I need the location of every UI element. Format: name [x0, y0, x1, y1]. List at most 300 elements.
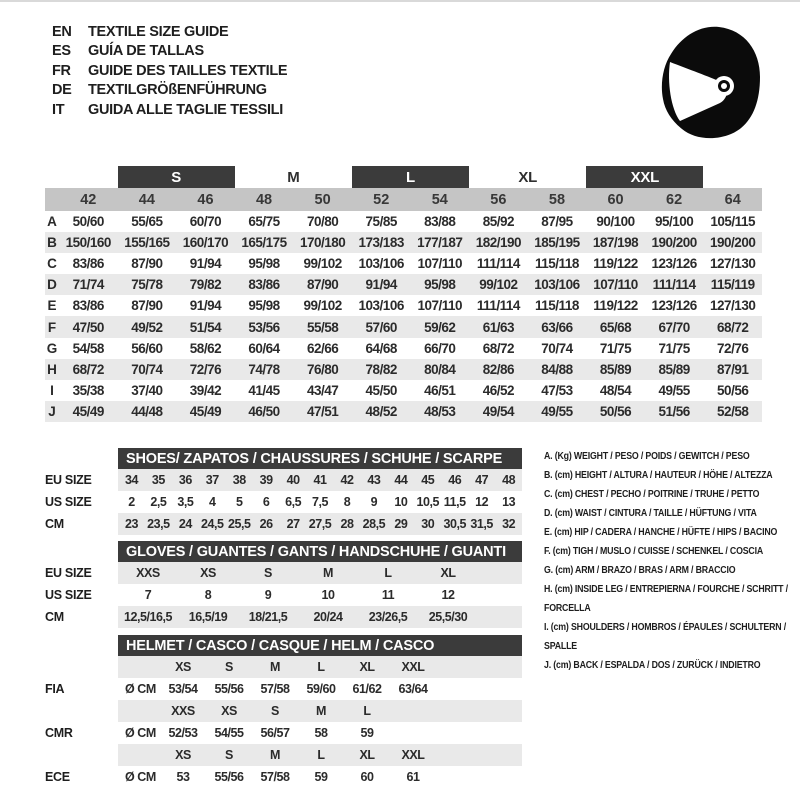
measure-row-h [45, 359, 762, 380]
size-value: 70/74 [131, 361, 163, 377]
unit-cell: Ø CM [125, 682, 156, 696]
unit-cell [118, 656, 160, 678]
cell: XXS [136, 566, 160, 580]
measure-label-g: G [46, 340, 58, 356]
size-value: 187/198 [592, 235, 639, 251]
language-title: GUIDE DES TAILLES TEXTILE [88, 62, 288, 79]
size-value: 87/90 [131, 256, 163, 272]
size-value: 103/106 [358, 256, 404, 272]
size-value: 60/70 [189, 214, 222, 230]
size-value: 82/86 [482, 361, 515, 377]
size-column-62: 62 [666, 191, 683, 208]
measure-label-b: B [47, 235, 57, 251]
row-label: US SIZE [45, 588, 92, 602]
cell: 2 [128, 495, 135, 509]
size-value: 78/82 [365, 361, 397, 377]
size-value: 67/70 [658, 319, 690, 335]
cell: XS [200, 566, 216, 580]
cell: S [271, 704, 279, 718]
cell: XS [175, 748, 191, 762]
cell: M [323, 566, 333, 580]
size-value: 83/86 [72, 298, 104, 314]
measure-row-e [45, 295, 762, 316]
cell: XS [221, 704, 237, 718]
size-column-50: 50 [314, 191, 331, 208]
row-label: EU SIZE [45, 473, 92, 487]
table-row [45, 606, 525, 628]
helmet-rows [45, 656, 525, 788]
language-title: TEXTILE SIZE GUIDE [88, 23, 229, 40]
cell: 10 [321, 588, 335, 602]
cell: 61 [406, 770, 420, 784]
cell: XXL [401, 748, 425, 762]
size-value: 190/200 [710, 235, 756, 251]
size-value: 52/58 [717, 403, 749, 419]
measure-row-c [45, 253, 762, 274]
cell: 2,5 [150, 495, 167, 509]
legend-item-c: C. (cm) CHEST / PECHO / POITRINE / TRUHE / PETTO [544, 489, 760, 500]
helmet-section [45, 635, 525, 788]
row-cells [118, 469, 522, 491]
cell: 5 [235, 495, 243, 509]
size-value: 68/72 [717, 319, 749, 335]
size-value: 95/100 [654, 214, 694, 230]
size-value: 185/195 [534, 235, 580, 251]
cell: 3,5 [177, 495, 194, 509]
size-value: 91/94 [365, 277, 397, 293]
cell: 23,5 [147, 517, 170, 531]
cell: 59/60 [306, 682, 336, 696]
size-value: 62/66 [306, 340, 339, 356]
size-value: 170/180 [299, 235, 346, 251]
size-value: 123/126 [651, 256, 697, 272]
size-value: 55/58 [306, 319, 339, 335]
cell: 53 [176, 770, 190, 784]
size-value: 76/80 [306, 361, 339, 377]
size-value: 50/56 [717, 382, 749, 398]
cell: 9 [370, 495, 378, 509]
size-value: 177/187 [417, 235, 463, 251]
size-value: 46/51 [424, 382, 456, 398]
cell: 38 [232, 473, 246, 487]
helmet-row [45, 700, 525, 722]
size-value: 107/110 [417, 298, 463, 314]
cell: 58 [314, 726, 328, 740]
helmet-title-bar: HELMET / CASCO / CASQUE / HELM / CASCO [118, 635, 522, 656]
size-value: 91/94 [189, 298, 222, 314]
cell: 47 [475, 473, 489, 487]
row-label: CM [45, 610, 64, 624]
size-column-48: 48 [255, 191, 273, 208]
cell: S [264, 566, 272, 580]
cell: 8 [343, 495, 351, 509]
cell: 26 [259, 517, 273, 531]
cell: 60 [360, 770, 374, 784]
cell: XL [440, 566, 456, 580]
row-cells [118, 562, 522, 584]
cell: 13 [502, 495, 516, 509]
size-value: 87/90 [306, 277, 339, 293]
cell: 7,5 [312, 495, 329, 509]
size-value: 68/72 [482, 340, 515, 356]
size-value: 127/130 [710, 298, 756, 314]
size-group-xl: XL [518, 168, 537, 186]
row-cells [118, 722, 522, 744]
cell: L [363, 704, 371, 718]
measure-label-h: H [47, 361, 57, 377]
size-value: 65/68 [599, 319, 632, 335]
size-value: 119/122 [593, 256, 638, 272]
size-value: 72/76 [189, 361, 222, 377]
visor-pivot-center [721, 83, 727, 89]
cell: 10 [394, 495, 408, 509]
cell: 52/53 [168, 726, 198, 740]
size-value: 54/58 [72, 340, 104, 356]
size-value: 70/80 [306, 214, 339, 230]
size-value: 87/95 [541, 214, 573, 230]
table-row [45, 584, 525, 606]
size-value: 75/85 [365, 214, 397, 230]
cell: 35 [151, 473, 165, 487]
measure-row-j [45, 401, 762, 422]
gloves-title-bar: GLOVES / GUANTES / GANTS / HANDSCHUHE / GUANTI [118, 541, 522, 562]
size-value: 150/160 [65, 235, 111, 251]
row-label [45, 656, 118, 678]
size-value: 75/78 [131, 277, 163, 293]
cell [390, 700, 436, 722]
measure-row-g [45, 338, 762, 359]
size-column-60: 60 [607, 191, 624, 208]
size-value: 83/88 [424, 214, 456, 230]
legend-item-f: F. (cm) TIGH / MUSLO / CUISSE / SCHENKEL / COSCIA [544, 546, 764, 557]
cell: 41 [313, 473, 327, 487]
size-value: 47/51 [306, 403, 339, 419]
size-value: 115/118 [535, 298, 579, 314]
size-value: 87/90 [131, 298, 163, 314]
shoes-rows [45, 469, 525, 535]
row-cells [118, 491, 522, 513]
language-row [52, 42, 287, 62]
unit-cell [118, 700, 160, 722]
size-value: 111/114 [476, 256, 520, 272]
table-row [45, 562, 525, 584]
language-title-list [52, 22, 287, 120]
size-value: 70/74 [541, 340, 573, 356]
cell: 11 [381, 588, 395, 602]
measure-row-d [45, 274, 762, 295]
cell: 28 [340, 517, 354, 531]
measure-label-j: J [48, 403, 56, 419]
row-cells [118, 766, 522, 788]
size-value: 49/55 [658, 382, 690, 398]
cell: M [270, 660, 280, 674]
language-row [52, 81, 287, 101]
size-value: 53/56 [248, 319, 280, 335]
cell: 27,5 [308, 517, 332, 531]
language-row [52, 22, 287, 42]
size-value: 43/47 [306, 382, 339, 398]
size-value: 50/60 [72, 214, 104, 230]
row-cells [118, 744, 522, 766]
size-value: 173/183 [358, 235, 404, 251]
legend-item-b: B. (cm) HEIGHT / ALTURA / HAUTEUR / HÖHE / ALTEZZA [544, 470, 773, 481]
size-value: 56/60 [131, 340, 163, 356]
measure-label-i: I [50, 382, 54, 398]
shoes-section [45, 448, 525, 535]
size-value: 48/53 [424, 403, 456, 419]
measure-row-f [45, 316, 762, 337]
cell: 45 [421, 473, 435, 487]
legend-item-g: G. (cm) ARM / BRAZO / BRAS / ARM / BRACCIO [544, 565, 736, 576]
cell: XXS [171, 704, 195, 718]
legend-item-d: D. (cm) WAIST / CINTURA / TAILLE / HÜFTUNG / VITA [544, 508, 757, 519]
cell: M [270, 748, 280, 762]
size-value: 85/89 [658, 361, 690, 377]
measurement-legend [544, 447, 792, 675]
cell: 48 [502, 473, 516, 487]
textile-size-table [45, 166, 762, 422]
size-value: 60/64 [248, 340, 280, 356]
cell: XXL [401, 660, 425, 674]
size-value: 49/55 [541, 403, 573, 419]
size-value: 63/66 [541, 319, 573, 335]
size-column-42: 42 [80, 191, 97, 208]
size-group-xxl: XXL [586, 166, 703, 188]
legend-item-a: A. (Kg) WEIGHT / PESO / POIDS / GEWITCH / PESO [544, 451, 750, 462]
cell: 20/24 [313, 610, 343, 624]
size-value: 49/52 [131, 319, 163, 335]
language-code-de: DE [52, 82, 72, 99]
measure-row-a [45, 211, 762, 232]
helmet-row-cmr [45, 722, 525, 744]
row-label [45, 744, 118, 766]
size-value: 115/118 [535, 256, 579, 272]
cell: 63/64 [398, 682, 428, 696]
table-row [45, 513, 525, 535]
cell: L [384, 566, 392, 580]
measure-label-d: D [47, 277, 57, 293]
size-value: 64/68 [365, 340, 397, 356]
cell: 59 [360, 726, 374, 740]
size-value: 47/53 [541, 382, 573, 398]
size-value: 44/48 [131, 403, 163, 419]
language-row [52, 61, 287, 81]
cell: 61/62 [352, 682, 382, 696]
row-cells [118, 700, 522, 722]
size-value: 160/170 [182, 235, 229, 251]
size-value: 107/110 [593, 277, 638, 293]
measure-label-c: C [47, 256, 57, 272]
size-value: 45/49 [72, 403, 104, 419]
cell [390, 722, 436, 744]
size-value: 37/40 [131, 382, 163, 398]
size-value: 59/62 [424, 319, 456, 335]
size-value: 65/75 [248, 214, 280, 230]
cell: L [317, 748, 325, 762]
size-value: 165/175 [241, 235, 287, 251]
cell: 10,5 [416, 495, 440, 509]
cell: 44 [394, 473, 408, 487]
cell: 30,5 [443, 517, 466, 531]
size-column-56: 56 [490, 191, 507, 208]
size-value: 71/75 [599, 340, 632, 356]
cell: 7 [144, 588, 152, 602]
size-value: 83/86 [248, 277, 280, 293]
row-cells [118, 678, 522, 700]
standard-label-ece: ECE [45, 770, 70, 784]
unit-cell: Ø CM [125, 726, 156, 740]
size-value: 45/50 [365, 382, 397, 398]
cell: 29 [394, 517, 408, 531]
cell: 34 [124, 473, 138, 487]
size-value: 90/100 [596, 214, 635, 230]
row-cells [118, 513, 522, 535]
size-column-52: 52 [373, 191, 390, 208]
cell: 9 [264, 588, 272, 602]
size-value: 58/62 [189, 340, 222, 356]
legend-item-j: J. (cm) BACK / ESPALDA / DOS / ZURÜCK / INDIETRO [544, 660, 761, 671]
size-value: 61/63 [482, 319, 515, 335]
size-value: 46/50 [248, 403, 280, 419]
cell: 55/56 [214, 770, 244, 784]
row-label [45, 700, 118, 722]
size-value: 51/56 [658, 403, 690, 419]
size-value: 105/115 [710, 214, 755, 230]
cell: 6,5 [285, 495, 302, 509]
size-value: 45/49 [189, 403, 222, 419]
cell: 11,5 [443, 495, 466, 509]
cell: 56/57 [260, 726, 290, 740]
row-label: US SIZE [45, 495, 92, 509]
cell: 12,5/16,5 [123, 610, 173, 624]
standard-label-fia: FIA [45, 682, 65, 696]
size-value: 74/78 [248, 361, 280, 377]
cell: 53/54 [168, 682, 198, 696]
shoes-title-bar: SHOES/ ZAPATOS / CHAUSSURES / SCHUHE / SCARPE [118, 448, 522, 469]
size-value: 99/102 [479, 277, 518, 293]
cell: 43 [367, 473, 381, 487]
size-group-header-row [45, 166, 762, 188]
helmet-icon [658, 24, 763, 139]
language-code-fr: FR [52, 62, 71, 79]
cell: M [316, 704, 326, 718]
measure-row-b [45, 232, 762, 253]
size-value: 103/106 [534, 277, 580, 293]
language-code-es: ES [52, 43, 71, 60]
cell: XS [175, 660, 191, 674]
cell: 24,5 [201, 517, 224, 531]
row-label: EU SIZE [45, 566, 92, 580]
helmet-row-ece [45, 766, 525, 788]
gloves-section [45, 541, 525, 628]
size-value: 57/60 [365, 319, 397, 335]
table-row [45, 469, 525, 491]
standard-label-cmr: CMR [45, 726, 73, 740]
cell: 25,5/30 [428, 610, 468, 624]
cell: 37 [205, 473, 219, 487]
cell: XL [359, 660, 375, 674]
size-value: 68/72 [72, 361, 104, 377]
cell: 57/58 [260, 770, 290, 784]
language-title: GUIDA ALLE TAGLIE TESSILI [88, 101, 283, 118]
helmet-row-fia [45, 678, 525, 700]
language-title: GUÍA DE TALLAS [88, 43, 204, 60]
size-value: 111/114 [476, 298, 520, 314]
table-row [45, 491, 525, 513]
cell: 12 [475, 495, 489, 509]
size-number-row [45, 188, 762, 211]
size-column-54: 54 [431, 191, 448, 208]
size-value: 79/82 [189, 277, 222, 293]
size-value: 39/42 [189, 382, 222, 398]
cell: S [225, 748, 233, 762]
row-cells [118, 606, 522, 628]
language-title: TEXTILGRÖßENFÜHRUNG [88, 82, 267, 99]
size-value: 83/86 [72, 256, 104, 272]
size-value: 85/89 [599, 361, 632, 377]
measure-row-i [45, 380, 762, 401]
cell: 31,5 [470, 517, 493, 531]
size-value: 51/54 [189, 319, 222, 335]
size-value: 48/52 [365, 403, 397, 419]
cell: 55/56 [214, 682, 244, 696]
size-value: 182/190 [475, 235, 522, 251]
size-value: 99/102 [303, 256, 342, 272]
size-value: 107/110 [417, 256, 463, 272]
cell: 28,5 [362, 517, 386, 531]
helmet-row [45, 744, 525, 766]
measurement-rows [45, 211, 762, 422]
cell: 30 [421, 517, 435, 531]
size-value: 95/98 [248, 298, 280, 314]
size-value: 155/165 [124, 235, 170, 251]
cell: 6 [262, 495, 270, 509]
size-value: 47/50 [72, 319, 104, 335]
size-column-58: 58 [548, 191, 566, 208]
language-code-it: IT [52, 101, 65, 118]
size-value: 95/98 [248, 256, 280, 272]
size-value: 49/54 [482, 403, 515, 419]
size-value: 66/70 [424, 340, 456, 356]
legend-item-h: H. (cm) INSIDE LEG / ENTREPIERNA / FOURCHE / SCHRITT / FORCELLA [544, 584, 788, 614]
size-bar-spacer [45, 188, 59, 211]
size-value: 35/38 [72, 382, 104, 398]
cell: L [317, 660, 325, 674]
size-column-44: 44 [138, 191, 155, 208]
size-value: 190/200 [651, 235, 697, 251]
size-value: 85/92 [482, 214, 515, 230]
size-value: 91/94 [189, 256, 222, 272]
size-value: 119/122 [593, 298, 638, 314]
gloves-rows [45, 562, 525, 628]
language-code-en: EN [52, 23, 72, 40]
measure-label-a: A [47, 214, 57, 230]
size-value: 87/91 [717, 361, 749, 377]
cell: 12 [441, 588, 455, 602]
top-divider-line [0, 0, 800, 2]
size-value: 80/84 [424, 361, 456, 377]
cell: 54/55 [214, 726, 244, 740]
size-value: 41/45 [248, 382, 280, 398]
helmet-row [45, 656, 525, 678]
cell: 25,5 [227, 517, 251, 531]
size-column-64: 64 [724, 191, 741, 208]
cell: 27 [286, 517, 300, 531]
cell: 32 [502, 517, 516, 531]
cell: 57/58 [260, 682, 290, 696]
cell: S [225, 660, 233, 674]
cell: 36 [178, 473, 192, 487]
